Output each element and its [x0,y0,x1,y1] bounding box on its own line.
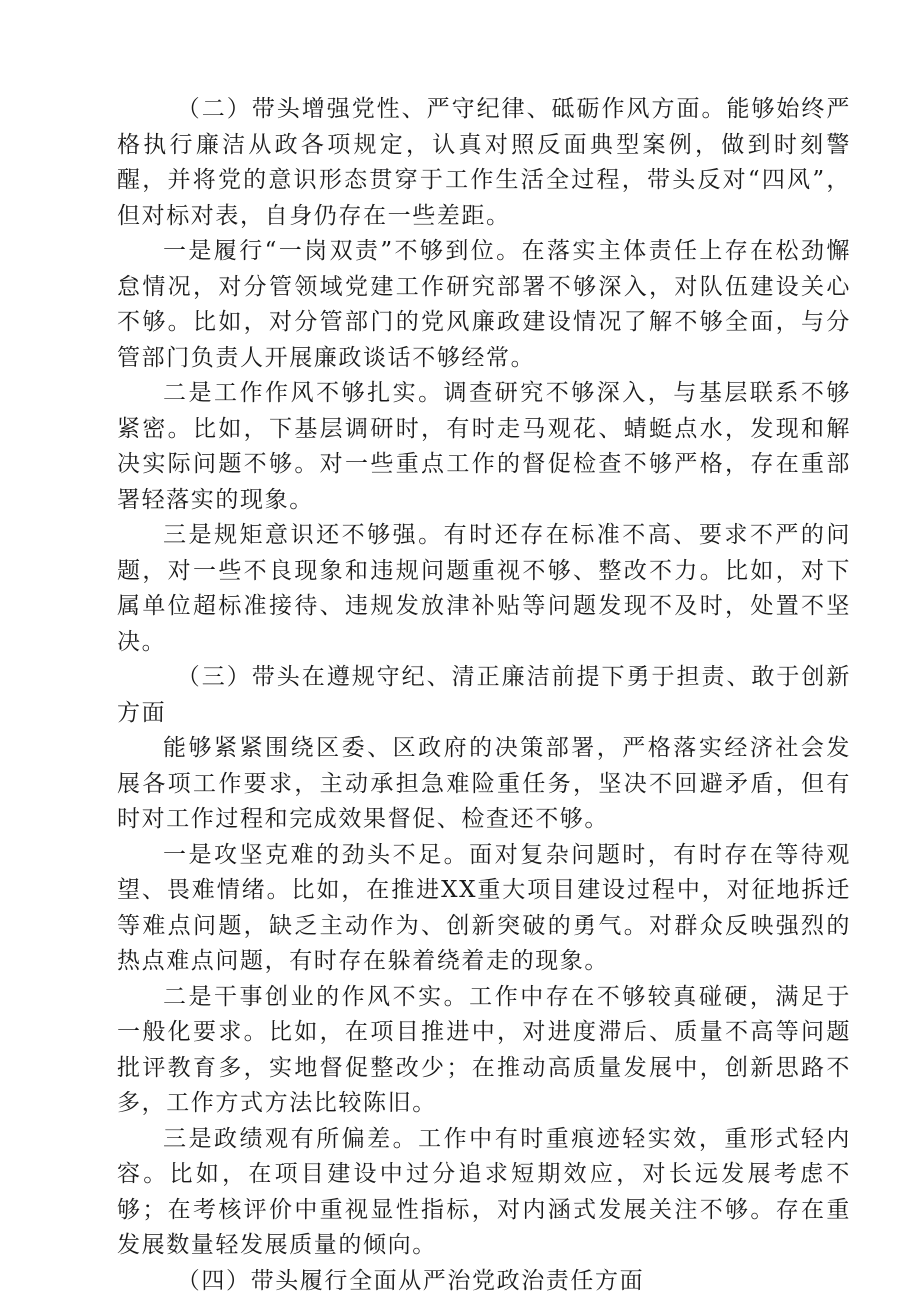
section-heading-4: （四）带头履行全面从严治党政治责任方面 [176,1267,645,1294]
paragraph: 一是攻坚克难的劲头不足。面对复杂问题时，有时存在等待观望、畏难情绪。比如，在推进XX重大项目建设过程中，对征地拆迁等难点问题，缺乏主动作为、创新突破的勇气。对群众反映强烈的热点难点问题，有时存在躲着绕着走的现象。 [117,841,851,974]
section-heading-3: （三）带头在遵规守纪、清正廉洁前提下勇于担责、敢于创新方面 [117,664,851,726]
document-body [117,92,851,1299]
paragraph: 三是规矩意识还不够强。有时还存在标准不高、要求不严的问题，对一些不良现象和违规问题重视不够、整改不力。比如，对下属单位超标准接待、违规发放津补贴等问题发现不及时，处置不坚决。 [117,522,851,655]
paragraph: 二是工作作风不够扎实。调查研究不够深入，与基层联系不够紧密。比如，下基层调研时，有时走马观花、蜻蜓点水，发现和解决实际问题不够。对一些重点工作的督促检查不够严格，存在重部署轻落实的现象。 [117,380,851,513]
paragraph: 一是履行“一岗双责”不够到位。在落实主体责任上存在松劲懈怠情况，对分管领域党建工作研究部署不够深入，对队伍建设关心不够。比如，对分管部门的党风廉政建设情况了解不够全面，与分管部门负责人开展廉政谈话不够经常。 [117,238,851,371]
section-heading-2: （二）带头增强党性、严守纪律、砥砺作风方面。能够始终严格执行廉洁从政各项规定，认真对照反面典型案例，做到时刻警醒，并将党的意识形态贯穿于工作生活全过程，带头反对“四风”，但对标对表，自身仍存在一些差距。 [117,96,851,229]
paragraph: 二是干事创业的作风不实。工作中存在不够较真碰硬，满足于一般化要求。比如，在项目推进中，对进度滞后、质量不高等问题批评教育多，实地督促整改少；在推动高质量发展中，创新思路不多，工作方式方法比较陈旧。 [117,983,851,1116]
paragraph: 能够紧紧围绕区委、区政府的决策部署，严格落实经济社会发展各项工作要求，主动承担急难险重任务，坚决不回避矛盾，但有时对工作过程和完成效果督促、检查还不够。 [117,735,851,832]
paragraph: 三是政绩观有所偏差。工作中有时重痕迹轻实效，重形式轻内容。比如，在项目建设中过分追求短期效应，对长远发展考虑不够；在考核评价中重视显性指标，对内涵式发展关注不够。存在重发展数量轻发展质量的倾向。 [117,1125,851,1258]
